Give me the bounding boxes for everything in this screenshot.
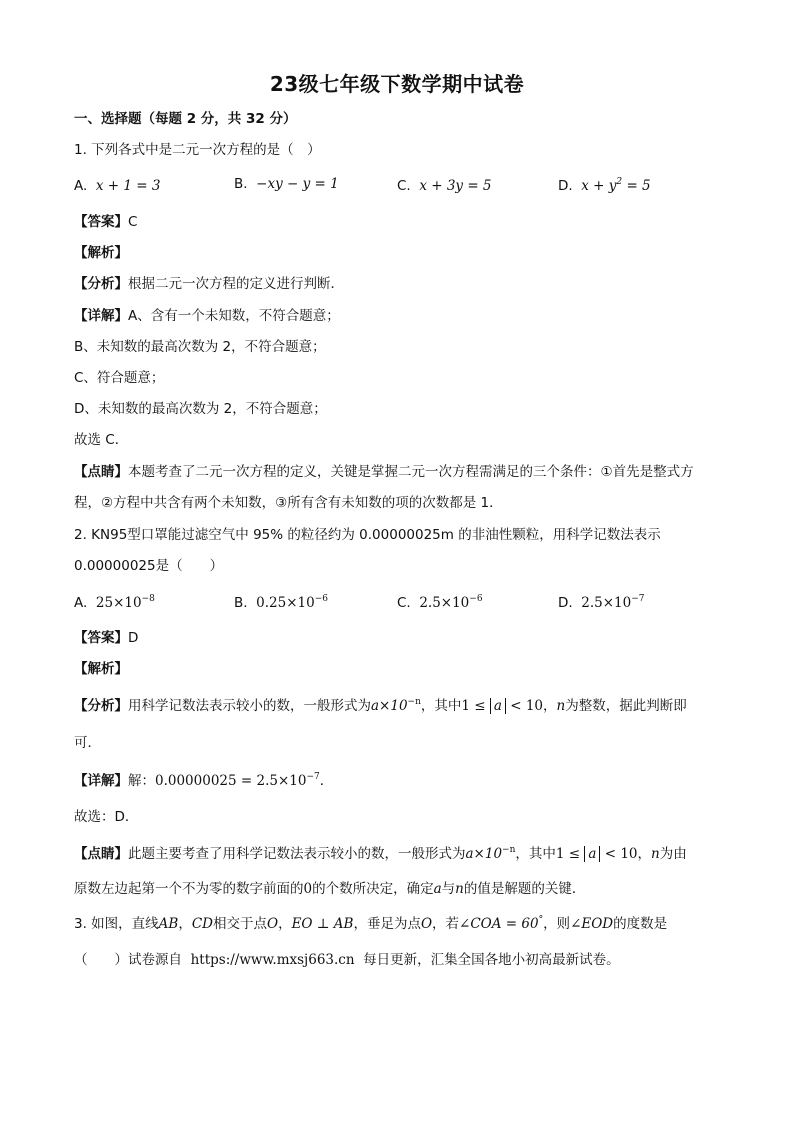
q2-analysis-heading: 【解析】 [74,661,128,677]
question-1-stem: 1. 下列各式中是二元一次方程的是（ ） [74,142,321,158]
q1-detail-b: B、未知数的最高次数为 2，不符合题意； [74,339,326,355]
q2-option-b: B. $0.25\times 10^{-6}$ [234,594,328,611]
q2-option-a: A. $25\times 10^{-8}$ [74,594,155,611]
q2-detail: 【详解】解：$0.00000025 = 2.5\times 10^{-7}$． [74,772,334,789]
q2-comment-cont: 原数左边起第一个不为零的数字前面的0的个数所决定，确定a与n的值是解题的关键． [74,881,586,897]
q1-comment-cont: 程，②方程中共含有两个未知数，③所有含有未知数的项的次数都是 1． [74,495,503,511]
q1-fenxi: 【分析】根据二元一次方程的定义进行判断． [74,276,344,292]
q1-answer: 【答案】C [74,214,138,230]
question-2-stem: 2. KN95型口罩能过滤空气中 95% 的粒径约为 0.00000025m 的非油性颗粒，用科学记数法表示 [74,527,661,543]
q1-comment: 【点睛】本题考查了二元一次方程的定义，关键是掌握二元一次方程需满足的三个条件：①首先是整式方 [74,464,694,480]
q2-option-c: C. $2.5\times 10^{-6}$ [397,594,483,611]
question-2-stem-cont: 0.00000025是（ ） [74,558,224,574]
q1-detail-d: D、未知数的最高次数为 2，不符合题意； [74,401,327,417]
source-link[interactable]: https://www.mxsj663.cn [190,952,355,968]
q2-comment: 【点睛】此题主要考查了用科学记数法表示较小的数，一般形式为$a\times 10^{-n}$，其中1 ≤ a < 10，n为由 [74,845,687,862]
q1-detail-c: C、符合题意； [74,370,165,386]
q2-option-d: D. $2.5\times 10^{-7}$ [558,594,645,611]
q1-choice: 故选 C． [74,432,129,448]
section-heading: 一、选择题（每题 2 分，共 32 分） [74,111,297,127]
q1-option-a: A. x + 1 = 3 [74,178,161,194]
q2-answer: 【答案】D [74,630,139,646]
q2-choice: 故选：D． [74,809,139,825]
question-3-stem-cont: （ ）试卷源自 https://www.mxsj663.cn 每日更新，汇集全国各地小初高最新试卷。 [74,952,620,968]
q2-fenxi-cont: 可． [74,735,101,751]
question-3-stem: 3. 如图，直线AB，CD相交于点O，EO ⊥ AB，垂足为点O，若∠COA = 60°，则∠EOD的度数是 [74,915,668,932]
q2-fenxi: 【分析】用科学记数法表示较小的数，一般形式为$a\times 10^{-n}$，其中1 ≤ a < 10，n为整数，据此判断即 [74,697,687,714]
q1-option-d: D. $x + y^2 = 5$ [558,177,651,194]
q1-option-b: B. −xy − y = 1 [234,176,339,192]
q1-analysis-heading: 【解析】 [74,245,128,261]
q1-option-c: C. x + 3y = 5 [397,178,492,194]
q1-detail: 【详解】A、含有一个未知数，不符合题意； [74,308,340,324]
page-title: 23级七年级下数学期中试卷 [269,72,525,96]
